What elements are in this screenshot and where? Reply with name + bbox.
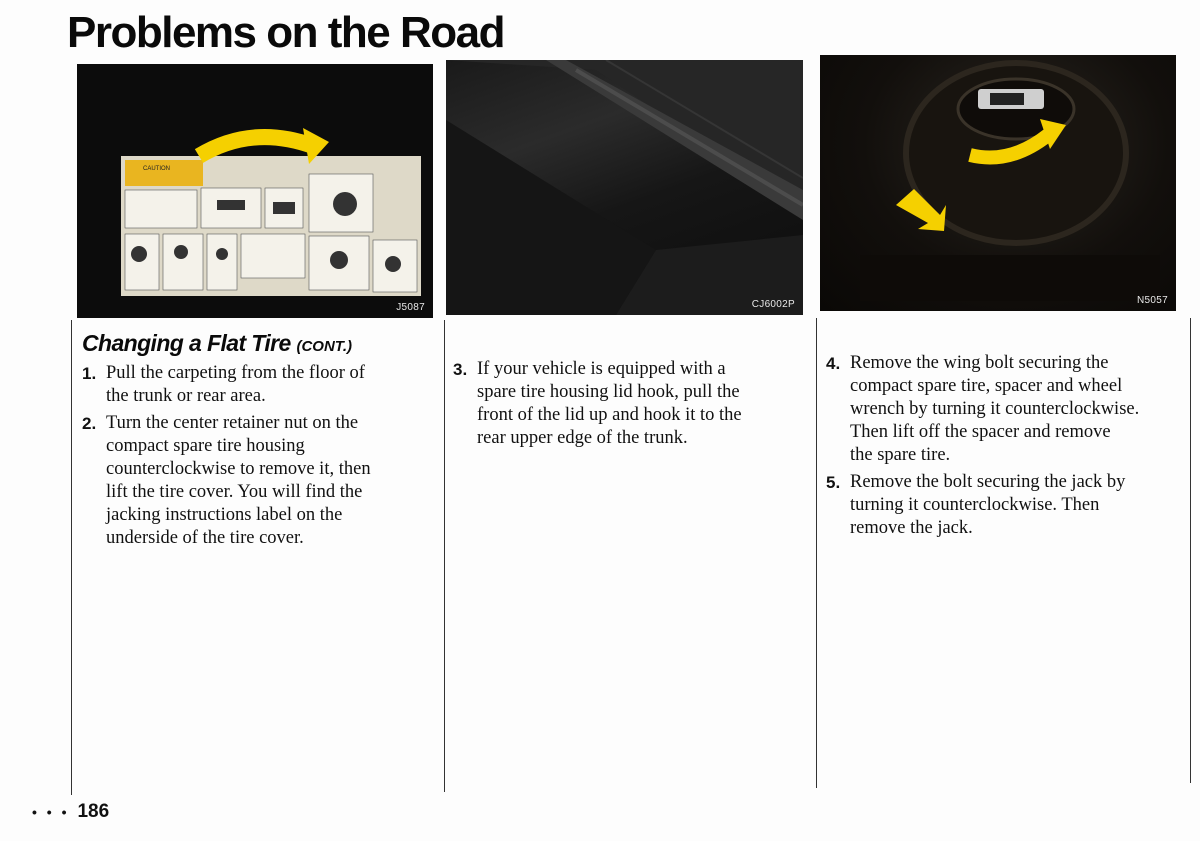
- page-title: Problems on the Road: [67, 8, 504, 57]
- section-cont: (CONT.): [296, 338, 353, 355]
- step-number: 3.: [453, 360, 468, 379]
- step-2: [82, 412, 432, 550]
- caution-text: CAUTION: [143, 166, 170, 172]
- trunk-lid-photo: [446, 60, 803, 315]
- photo-code: N5057: [1137, 295, 1168, 306]
- step-text: If your vehicle is equipped with a spare tire housing lid hook, pull the front of the lid up and hook it to the rear upper edge of the trunk.: [477, 359, 742, 448]
- column-divider: [71, 320, 72, 795]
- column-divider: [444, 320, 445, 792]
- step-4: [826, 352, 1186, 467]
- column-2: [453, 358, 803, 454]
- page-number: 186: [77, 801, 110, 822]
- step-text: Remove the bolt securing the jack by turning it counterclockwise. Then remove the jack.: [850, 472, 1126, 538]
- column-divider: [1190, 318, 1191, 783]
- column-3: [826, 352, 1186, 544]
- page-marker: • • •: [32, 804, 70, 820]
- step-5: [826, 471, 1186, 540]
- section-title-text: Changing a Flat Tire: [82, 330, 291, 356]
- spare-tire-photo: [820, 55, 1176, 311]
- step-number: 1.: [82, 364, 97, 383]
- step-3: [453, 358, 803, 450]
- column-1: [82, 362, 432, 554]
- step-text: Remove the wing bolt securing the compact spare tire, spacer and wheel wrench by turning it counterclockwise. Then lift off the spacer and remove the spare tire.: [850, 353, 1140, 465]
- section-title: [82, 330, 352, 357]
- page-footer: [32, 801, 109, 823]
- step-number: 4.: [826, 354, 841, 373]
- step-number: 5.: [826, 473, 841, 492]
- photo-code: J5087: [396, 302, 425, 313]
- jacking-label-photo: [77, 64, 433, 318]
- step-number: 2.: [82, 414, 97, 433]
- step-text: Turn the center retainer nut on the compact spare tire housing counterclockwise to remove it, then lift the tire cover. You will find the jacking instructions label on the underside of the tire cover.: [106, 413, 371, 548]
- step-1: [82, 362, 432, 408]
- column-divider: [816, 318, 817, 788]
- step-text: Pull the carpeting from the floor of the trunk or rear area.: [106, 363, 365, 406]
- photo-code: CJ6002P: [751, 299, 795, 310]
